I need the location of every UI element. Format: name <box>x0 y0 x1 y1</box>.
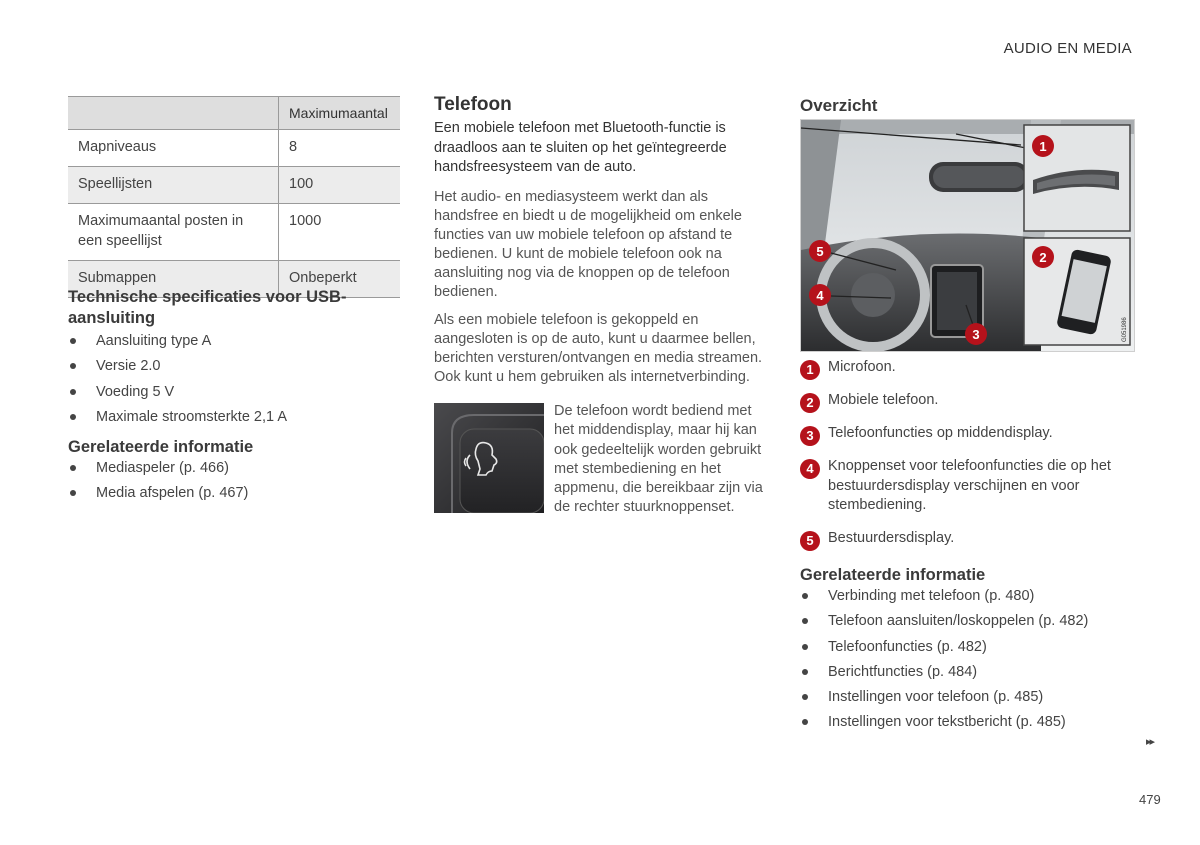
table-row <box>68 130 400 167</box>
callout-number: 3 <box>800 426 820 446</box>
callout-text: Mobiele telefoon. <box>828 392 939 408</box>
related-info-left <box>68 437 378 509</box>
related-link[interactable]: Telefoonfuncties (p. 482) <box>800 637 1140 662</box>
svg-text:5: 5 <box>816 244 824 259</box>
callout-item <box>800 457 1138 516</box>
telefoon-lead: Een mobiele telefoon met Bluetooth-functie is draadloos aan te sluiten op het geïntegreerde handsfreesysteem van de auto. <box>434 120 727 175</box>
list-item: Voeding 5 V <box>68 382 378 407</box>
callout-item <box>800 424 1140 444</box>
related-link[interactable]: Instellingen voor tekstbericht (p. 485) <box>800 712 1140 737</box>
section-header: AUDIO EN MEDIA <box>1003 40 1132 57</box>
table-cell-value: 1000 <box>279 204 401 261</box>
usb-specs-title: Technische specificaties voor USB-aansluiting <box>68 288 347 327</box>
overzicht-title: Overzicht <box>800 96 878 115</box>
voice-button-caption: De telefoon wordt bediend met het middendisplay, maar hij kan ook gedeeltelijk worden gebruikt met stembediening en het appmenu, die bereikbaar zijn via de rechter stuurknoppenset. <box>554 403 763 516</box>
image-code: G051986 <box>1122 317 1128 342</box>
callout-list <box>800 358 1140 562</box>
related-link[interactable]: Mediaspeler (p. 466) <box>68 458 378 483</box>
svg-text:3: 3 <box>972 327 980 342</box>
overview-illustration <box>800 119 1135 352</box>
related-info-list <box>800 586 1140 738</box>
telefoon-title: Telefoon <box>434 94 512 115</box>
usb-specs-section <box>68 287 378 432</box>
related-info-title: Gerelateerde informatie <box>68 438 254 456</box>
related-link[interactable]: Instellingen voor telefoon (p. 485) <box>800 687 1140 712</box>
table-cell-value: Onbeperkt <box>279 261 401 298</box>
table-header-empty <box>68 97 279 130</box>
voice-control-button-illustration <box>434 403 544 513</box>
callout-number: 5 <box>800 531 820 551</box>
related-info-title: Gerelateerde informatie <box>800 566 986 584</box>
table-row <box>68 204 400 261</box>
car-interior-illustration <box>801 120 1134 351</box>
svg-text:4: 4 <box>816 288 824 303</box>
callout-text: Microfoon. <box>828 359 896 375</box>
usb-specs-list <box>68 331 378 432</box>
voice-button-image <box>434 403 544 513</box>
related-link[interactable]: Verbinding met telefoon (p. 480) <box>800 586 1140 611</box>
callout-number: 4 <box>800 459 820 479</box>
callout-item <box>800 391 1140 411</box>
telefoon-section <box>434 94 769 387</box>
callout-number: 1 <box>800 360 820 380</box>
table-cell-label: Mapniveaus <box>68 130 279 167</box>
table-cell-label: Speellijsten <box>68 167 279 204</box>
related-info-right <box>800 565 1140 738</box>
spec-table <box>68 96 400 298</box>
callout-text: Bestuurdersdisplay. <box>828 530 955 546</box>
table-cell-value: 100 <box>279 167 401 204</box>
related-info-list <box>68 458 378 509</box>
svg-text:2: 2 <box>1039 250 1047 265</box>
telefoon-paragraph-2: Als een mobiele telefoon is gekoppeld en aangesloten is op de auto, kunt u daarmee bellen, berichten versturen/ontvangen en media streamen. Ook kunt u hem gebruiken als internetverbinding. <box>434 311 763 385</box>
table-header-row <box>68 97 400 130</box>
table-row <box>68 167 400 204</box>
callout-text: Telefoonfuncties op middendisplay. <box>828 425 1053 441</box>
related-link[interactable]: Telefoon aansluiten/loskoppelen (p. 482) <box>800 611 1140 636</box>
svg-text:1: 1 <box>1039 139 1047 154</box>
callout-item <box>800 529 1140 549</box>
related-link[interactable]: Media afspelen (p. 467) <box>68 483 378 508</box>
callout-text: Knoppenset voor telefoonfuncties die op het bestuurdersdisplay verschijnen en voor stembediening. <box>828 458 1111 513</box>
table-header-max: Maximumaantal <box>279 97 401 130</box>
table-cell-value: 8 <box>279 130 401 167</box>
list-item: Aansluiting type A <box>68 331 378 356</box>
table-cell-label: Submappen <box>68 261 279 298</box>
callout-item <box>800 358 1140 378</box>
table-cell-label: Maximumaantal posten in een speellijst <box>68 204 279 261</box>
next-page-arrows-icon[interactable]: ▸▸ <box>1146 736 1154 748</box>
list-item: Versie 2.0 <box>68 356 378 381</box>
page-number: 479 <box>1139 792 1161 807</box>
callout-number: 2 <box>800 393 820 413</box>
list-item: Maximale stroomsterkte 2,1 A <box>68 407 378 432</box>
telefoon-paragraph-1: Het audio- en mediasysteem werkt dan als handsfree en biedt u de mogelijkheid om enkele functies van uw mobiele telefoon op afstand te bedienen. U kunt de mobiele telefoon ook na aansluiting nog via de knoppen op de telefoon bedienen. <box>434 188 742 300</box>
related-link[interactable]: Berichtfuncties (p. 484) <box>800 662 1140 687</box>
